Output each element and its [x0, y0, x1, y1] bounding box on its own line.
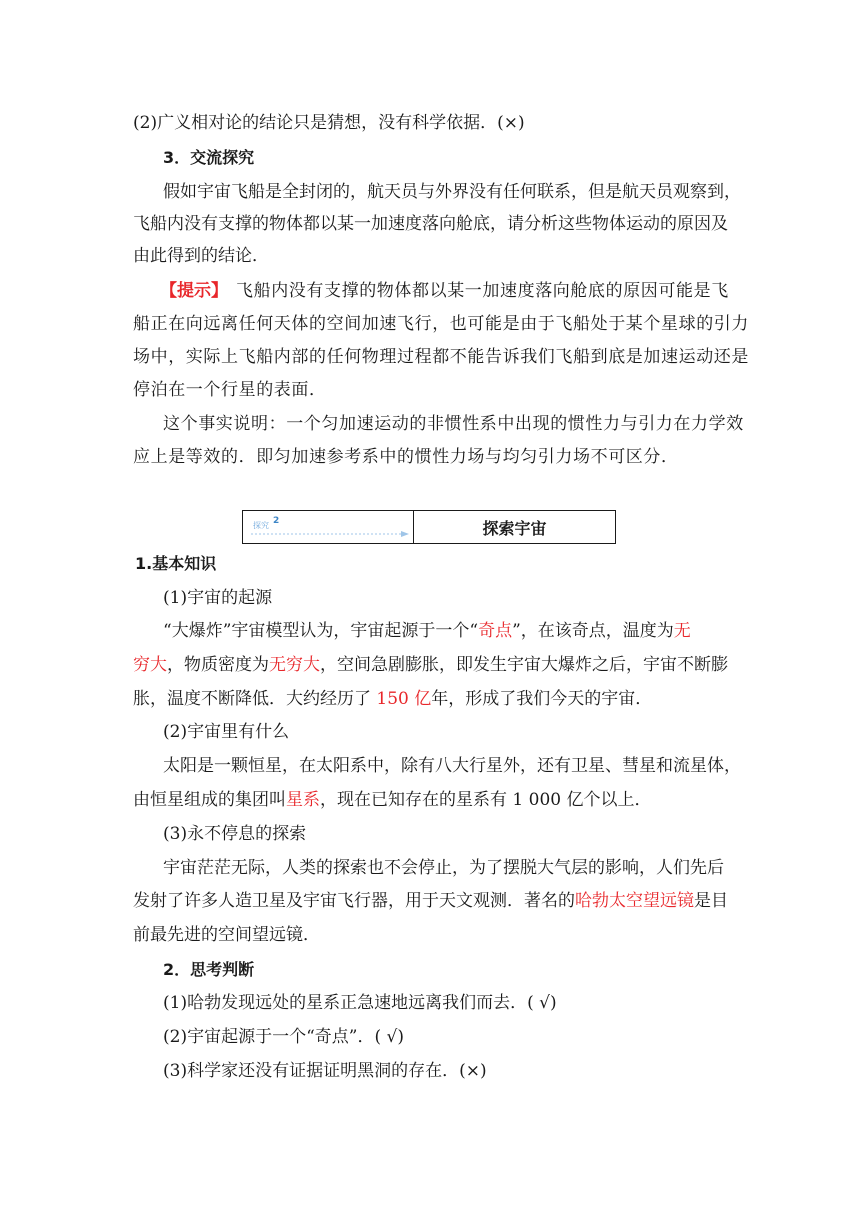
content-title: (2)宇宙里有什么 — [163, 722, 290, 742]
hint-text: 飞船内没有支撑的物体都以某一加速度落向舱底的原因可能是飞 — [236, 281, 729, 301]
judge-item-2: (2)宇宙起源于一个“奇点”．( √) — [163, 1027, 404, 1047]
singularity-term: 奇点 — [478, 621, 513, 641]
age-term: 150 亿 — [376, 689, 432, 709]
arrow-icon — [251, 528, 411, 540]
judge-item-1: (1)哈勃发现远处的星系正急速地远离我们而去．( √) — [163, 993, 557, 1013]
hubble-term: 哈勃太空望远镜 — [575, 891, 694, 911]
section-title: 探索宇宙 — [482, 518, 547, 538]
section-tag-number: 2 — [273, 516, 280, 526]
heading-exchange: 3．交流探究 — [163, 148, 255, 167]
explore-title: (3)永不停息的探索 — [163, 824, 307, 844]
judge-heading: 2．思考判断 — [163, 960, 255, 979]
infinite-term: 无穷大 — [269, 655, 320, 675]
judgement-2: (2)广义相对论的结论只是猜想，没有科学依据．(×) — [133, 113, 525, 133]
judge-item-3: (3)科学家还没有证据证明黑洞的存在．(×) — [163, 1061, 487, 1081]
section-tag-label: 探究 — [253, 521, 269, 530]
section-header — [242, 510, 616, 544]
basics-heading: 1.基本知识 — [135, 554, 217, 573]
galaxy-term: 星系 — [286, 790, 320, 810]
hint-label: 【提示】 — [160, 281, 228, 301]
origin-title: (1)宇宙的起源 — [163, 588, 273, 608]
section-tag — [243, 511, 414, 543]
